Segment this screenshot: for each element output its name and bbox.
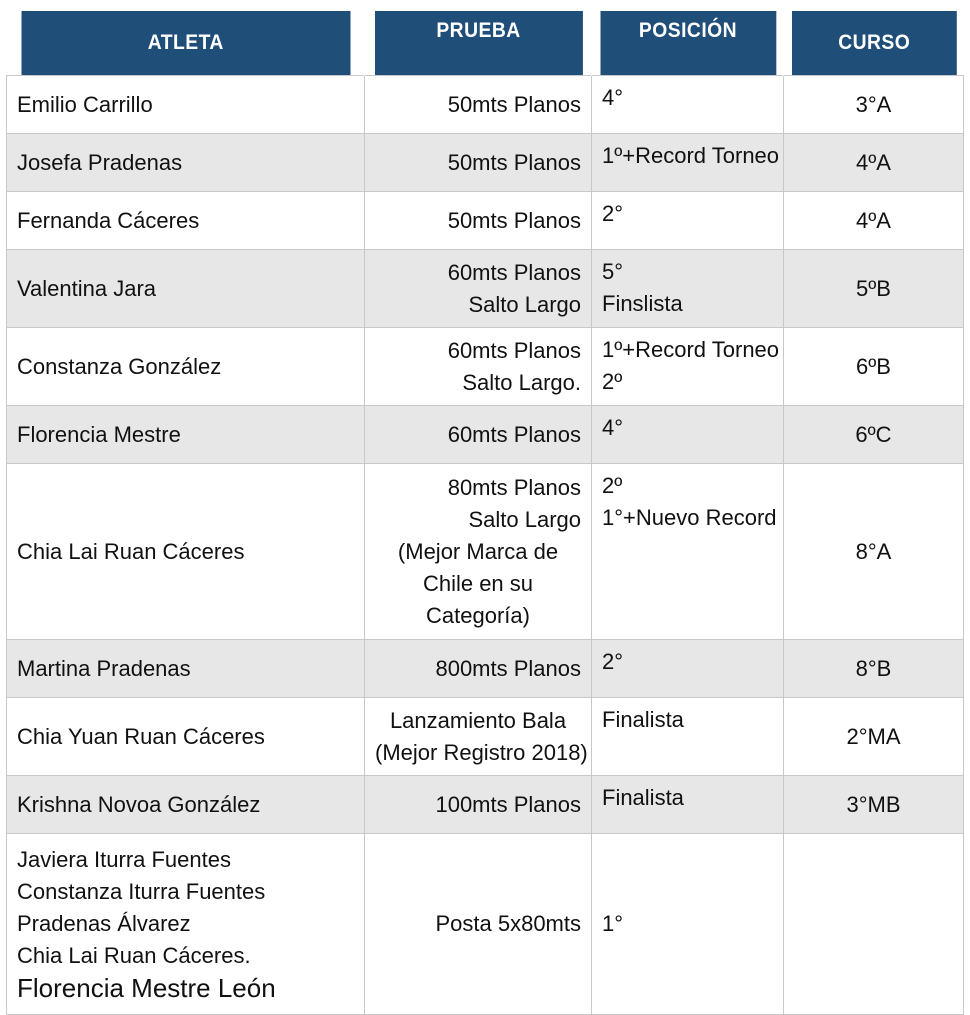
cell-posicion	[592, 834, 784, 1015]
cell-atleta	[7, 640, 365, 698]
cell-prueba	[365, 776, 592, 834]
header-curso: CURSO	[791, 11, 957, 76]
cell-atleta	[7, 698, 365, 776]
cell-posicion	[592, 134, 784, 192]
cell-atleta	[7, 192, 365, 250]
header-atleta: ATLETA	[21, 11, 350, 76]
cell-prueba	[365, 698, 592, 776]
cell-prueba	[365, 250, 592, 328]
cell-posicion	[592, 464, 784, 640]
cell-curso: 8°B	[784, 640, 964, 698]
atleta-name: Emilio Carrillo	[17, 91, 153, 117]
cell-posicion	[592, 776, 784, 834]
prueba-event: 50mts Planos	[447, 207, 581, 233]
prueba-event: 50mts Planos	[447, 149, 581, 175]
prueba-event: Posta 5x80mts	[435, 911, 581, 936]
cell-posicion	[592, 250, 784, 328]
atleta-name: Constanza Iturra Fuentes	[17, 879, 266, 904]
cell-curso: 2°MA	[784, 698, 964, 776]
prueba-event: 80mts Planos	[447, 474, 581, 500]
prueba-event: 60mts Planos	[447, 259, 581, 285]
results-table-container	[6, 11, 963, 1015]
header-prueba: PRUEBA	[374, 11, 583, 76]
header-posicion: POSICIÓN	[599, 11, 776, 76]
header-row	[7, 11, 964, 76]
prueba-event: 60mts Planos	[447, 337, 581, 363]
cell-prueba	[365, 192, 592, 250]
atleta-name: Florencia Mestre León	[17, 973, 276, 1003]
prueba-event: 100mts Planos	[435, 791, 581, 817]
cell-posicion	[592, 328, 784, 406]
cell-atleta	[7, 250, 365, 328]
cell-prueba	[365, 134, 592, 192]
atleta-name: Krishna Novoa González	[17, 791, 261, 817]
cell-atleta	[7, 834, 365, 1015]
prueba-note: Chile en su	[422, 570, 534, 596]
cell-curso: 6ºC	[784, 406, 964, 464]
posicion-value: 1°+Nuevo Record	[602, 505, 777, 530]
table-row	[7, 640, 964, 698]
atleta-name: Constanza González	[17, 353, 222, 379]
prueba-note: (Mejor Marca de	[397, 538, 559, 564]
posicion-value: Finalista	[602, 785, 684, 810]
table-row	[7, 192, 964, 250]
prueba-event: 50mts Planos	[447, 91, 581, 117]
cell-posicion	[592, 640, 784, 698]
table-row	[7, 776, 964, 834]
table-body	[7, 76, 964, 1015]
cell-curso: 8°A	[784, 464, 964, 640]
atleta-name: Valentina Jara	[17, 275, 157, 301]
cell-curso: 3°MB	[784, 776, 964, 834]
cell-atleta	[7, 134, 365, 192]
prueba-event: 800mts Planos	[435, 655, 581, 681]
cell-curso	[784, 834, 964, 1015]
cell-prueba	[365, 328, 592, 406]
cell-prueba	[365, 464, 592, 640]
cell-curso: 5ºB	[784, 250, 964, 328]
posicion-value: 1º+Record Torneo	[602, 337, 780, 362]
prueba-event: Salto Largo	[468, 506, 581, 532]
table-row	[7, 134, 964, 192]
atleta-name: Pradenas Álvarez	[17, 911, 191, 936]
cell-atleta	[7, 76, 365, 134]
posicion-value: Finalista	[602, 707, 684, 732]
cell-posicion	[592, 76, 784, 134]
atleta-name: Martina Pradenas	[17, 655, 191, 681]
prueba-note: Categoría)	[426, 602, 530, 628]
cell-posicion	[592, 192, 784, 250]
prueba-note: (Mejor Registro 2018)	[375, 739, 588, 765]
cell-prueba	[365, 834, 592, 1015]
cell-prueba	[365, 640, 592, 698]
table-row	[7, 76, 964, 134]
cell-posicion	[592, 406, 784, 464]
cell-curso: 4ºA	[784, 134, 964, 192]
cell-prueba	[365, 406, 592, 464]
table-row	[7, 698, 964, 776]
cell-curso: 3°A	[784, 76, 964, 134]
prueba-event: 60mts Planos	[447, 421, 581, 447]
prueba-event: Salto Largo	[468, 291, 581, 317]
atleta-name: Chia Yuan Ruan Cáceres	[17, 723, 265, 749]
posicion-value: 2°	[602, 201, 624, 226]
cell-atleta	[7, 406, 365, 464]
cell-atleta	[7, 464, 365, 640]
atleta-name: Florencia Mestre	[17, 421, 181, 447]
atleta-name: Chia Lai Ruan Cáceres.	[17, 943, 251, 968]
cell-atleta	[7, 328, 365, 406]
cell-curso: 4ºA	[784, 192, 964, 250]
posicion-value: 2º	[602, 473, 623, 498]
posicion-value: 1º+Record Torneo	[602, 143, 780, 168]
prueba-event: Salto Largo.	[462, 369, 581, 395]
posicion-value: 2º	[602, 369, 623, 394]
posicion-value: 4°	[602, 85, 624, 110]
table-row	[7, 250, 964, 328]
cell-atleta	[7, 776, 365, 834]
table-row	[7, 464, 964, 640]
cell-posicion	[592, 698, 784, 776]
posicion-value: 2°	[602, 649, 624, 674]
atleta-name: Josefa Pradenas	[17, 149, 183, 175]
posicion-value: 4°	[602, 415, 624, 440]
posicion-value: 5°	[602, 259, 624, 284]
prueba-event: Lanzamiento Bala	[389, 707, 567, 733]
table-row	[7, 834, 964, 1015]
table-row	[7, 406, 964, 464]
posicion-value: 1°	[602, 911, 624, 936]
atleta-name: Fernanda Cáceres	[17, 207, 200, 233]
cell-curso: 6ºB	[784, 328, 964, 406]
atleta-name: Javiera Iturra Fuentes	[17, 847, 231, 872]
atleta-name: Chia Lai Ruan Cáceres	[17, 538, 245, 564]
table-row	[7, 328, 964, 406]
cell-prueba	[365, 76, 592, 134]
table-header	[7, 11, 964, 76]
results-table	[6, 11, 964, 1015]
posicion-value: Finslista	[602, 291, 683, 316]
